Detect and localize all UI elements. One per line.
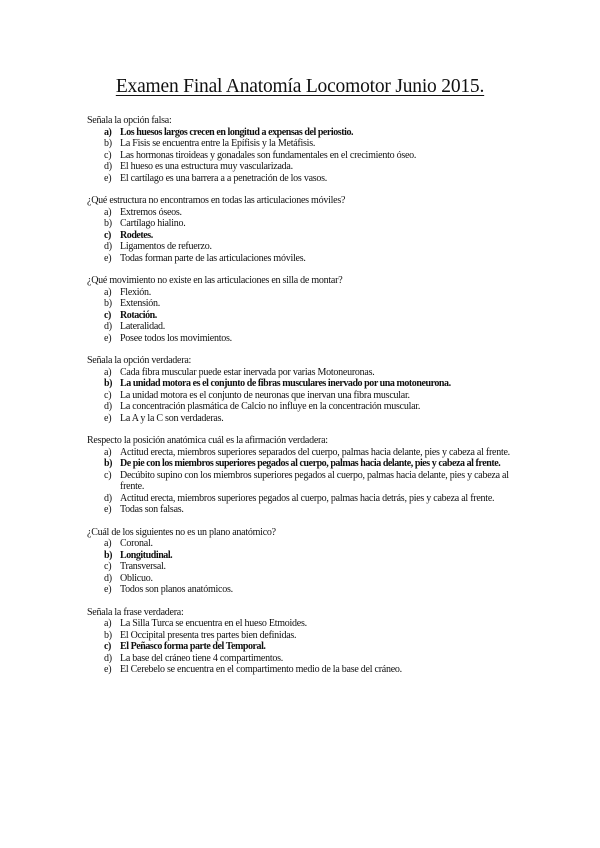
option-letter: d) [104, 652, 112, 664]
option-text: Cada fibra muscular puede estar inervada por varias Motoneuronas. [120, 366, 375, 378]
option-text: Los huesos largos crecen en longitud a expensas del periostio. [120, 126, 354, 138]
answer-option-correct [87, 458, 527, 470]
option-letter: b) [104, 218, 112, 229]
option-text: La base del cráneo tiene 4 compartimentos. [120, 652, 284, 664]
answer-option [87, 653, 527, 665]
option-text: La Fisis se encuentra entre la Epífisis y la Metáfisis. [120, 138, 316, 149]
question-7 [87, 607, 527, 676]
option-text: La concentración plasmática de Calcio no influye en la concentración muscular. [120, 401, 421, 412]
option-text: Lateralidad. [120, 321, 166, 332]
question-1 [87, 115, 527, 184]
option-text: Flexión. [120, 286, 152, 298]
option-text: Decúbito supino con los miembros superiores pegados al cuerpo, palmas hacia delante, pies y cabeza al frente. [120, 469, 509, 492]
option-text: El Cerebelo se encuentra en el compartimento medio de la base del cráneo. [120, 664, 402, 675]
question-prompt: Señala la opción falsa: [87, 115, 172, 126]
option-text: El cartílago es una barrera a a penetración de los vasos. [120, 172, 328, 184]
option-letter: e) [104, 332, 112, 344]
option-letter: a) [104, 126, 112, 138]
option-text: Coronal. [120, 538, 153, 549]
option-letter: d) [104, 161, 112, 172]
answer-option-correct [87, 378, 527, 390]
answer-option [87, 561, 527, 573]
option-text: El hueso es una estructura muy vascularizada. [120, 161, 293, 172]
answer-option [87, 618, 527, 630]
answer-option [87, 321, 527, 333]
option-text: El Occipital presenta tres partes bien definidas. [120, 629, 297, 641]
option-letter: d) [104, 492, 112, 504]
answer-option [87, 333, 527, 345]
option-letter: c) [104, 469, 112, 481]
option-text: Actitud erecta, miembros superiores pegados al cuerpo, palmas hacia detrás, pies y cabeza al frente. [120, 492, 495, 504]
option-letter: c) [104, 561, 112, 572]
option-letter: a) [104, 538, 112, 549]
question-prompt: ¿Qué estructura no encontramos en todas las articulaciones móviles? [87, 195, 346, 206]
answer-option [87, 218, 527, 230]
answer-option [87, 390, 527, 402]
answer-option [87, 287, 527, 299]
question-prompt: ¿Qué movimiento no existe en las articulaciones en silla de montar? [87, 275, 343, 286]
option-letter: d) [104, 572, 112, 584]
option-letter: b) [104, 629, 112, 641]
answer-option [87, 253, 527, 265]
option-letter: a) [104, 366, 112, 378]
question-prompt: ¿Cuál de los siguientes no es un plano anatómico? [87, 526, 276, 538]
option-letter: c) [104, 641, 111, 652]
answer-option [87, 367, 527, 379]
answer-option [87, 298, 527, 310]
option-letter: b) [104, 458, 112, 469]
option-letter: a) [104, 446, 112, 458]
answer-option [87, 138, 527, 150]
option-text: El Peñasco forma parte del Temporal. [120, 641, 266, 652]
option-letter: b) [104, 549, 112, 561]
option-letter: a) [104, 618, 112, 629]
option-text: Todas son falsas. [120, 504, 184, 515]
option-letter: b) [104, 378, 112, 389]
answer-option [87, 573, 527, 585]
answer-option [87, 470, 527, 493]
question-6 [87, 527, 527, 596]
option-text: Oblicuo. [120, 572, 153, 584]
option-letter: c) [104, 149, 112, 161]
option-text: Todas forman parte de las articulaciones móviles. [120, 252, 306, 264]
page-title: Examen Final Anatomía Locomotor Junio 2015. [115, 76, 485, 97]
answer-option [87, 401, 527, 413]
question-prompt: Respecto la posición anatómica cuál es la afirmación verdadera: [87, 435, 328, 446]
answer-option [87, 584, 527, 596]
option-letter: d) [104, 401, 112, 412]
option-text: Todos son planos anatómicos. [120, 584, 233, 595]
answer-option [87, 150, 527, 162]
option-letter: d) [104, 321, 112, 332]
answer-option-correct [87, 641, 527, 653]
option-letter: e) [104, 252, 112, 264]
answer-option [87, 493, 527, 505]
option-letter: e) [104, 584, 112, 595]
option-text: La Silla Turca se encuentra en el hueso Etmoides. [120, 618, 307, 629]
answer-option [87, 241, 527, 253]
option-text: La unidad motora es el conjunto de fibras musculares inervado por una motoneurona. [120, 378, 451, 389]
option-text: Longitudinal. [120, 549, 173, 561]
option-text: Extremos óseos. [120, 206, 182, 218]
option-letter: c) [104, 389, 112, 401]
option-text: La A y la C son verdaderas. [120, 412, 224, 424]
answer-option [87, 173, 527, 185]
answer-option-correct [87, 127, 527, 139]
option-text: Ligamentos de refuerzo. [120, 241, 212, 252]
option-text: Actitud erecta, miembros superiores separados del cuerpo, palmas hacia delante, pies y cabeza al frente. [120, 446, 510, 458]
answer-option [87, 207, 527, 219]
answer-option [87, 538, 527, 550]
question-prompt: Señala la opción verdadera: [87, 355, 192, 366]
option-letter: d) [104, 241, 112, 252]
option-letter: e) [104, 504, 112, 515]
option-text: Posee todos los movimientos. [120, 332, 232, 344]
question-2 [87, 195, 527, 264]
answer-option [87, 630, 527, 642]
option-letter: e) [104, 412, 112, 424]
answer-option [87, 413, 527, 425]
option-letter: a) [104, 206, 112, 218]
question-list [87, 115, 527, 687]
option-letter: a) [104, 286, 112, 298]
question-3 [87, 275, 527, 344]
answer-option-correct [87, 550, 527, 562]
answer-option [87, 664, 527, 676]
option-letter: e) [104, 172, 112, 184]
option-letter: c) [104, 229, 111, 241]
question-4 [87, 355, 527, 424]
option-letter: e) [104, 664, 112, 675]
answer-option [87, 504, 527, 516]
question-5 [87, 435, 527, 516]
question-prompt: Señala la frase verdadera: [87, 606, 184, 618]
option-text: Cartílago hialino. [120, 218, 186, 229]
option-text: Rotación. [120, 309, 157, 321]
answer-option-correct [87, 230, 527, 242]
option-letter: b) [104, 298, 112, 309]
option-letter: c) [104, 309, 111, 321]
option-text: Las hormonas tiroideas y gonadales son fundamentales en el crecimiento óseo. [120, 149, 417, 161]
option-text: Transversal. [120, 561, 166, 572]
answer-option-correct [87, 310, 527, 322]
option-text: Extensión. [120, 298, 160, 309]
option-text: La unidad motora es el conjunto de neuronas que inervan una fibra muscular. [120, 389, 410, 401]
option-text: Rodetes. [120, 229, 153, 241]
answer-option [87, 447, 527, 459]
answer-option [87, 161, 527, 173]
option-text: De pie con los miembros superiores pegados al cuerpo, palmas hacia delante, pies y cabeza al frente. [120, 458, 501, 469]
option-letter: b) [104, 138, 112, 149]
